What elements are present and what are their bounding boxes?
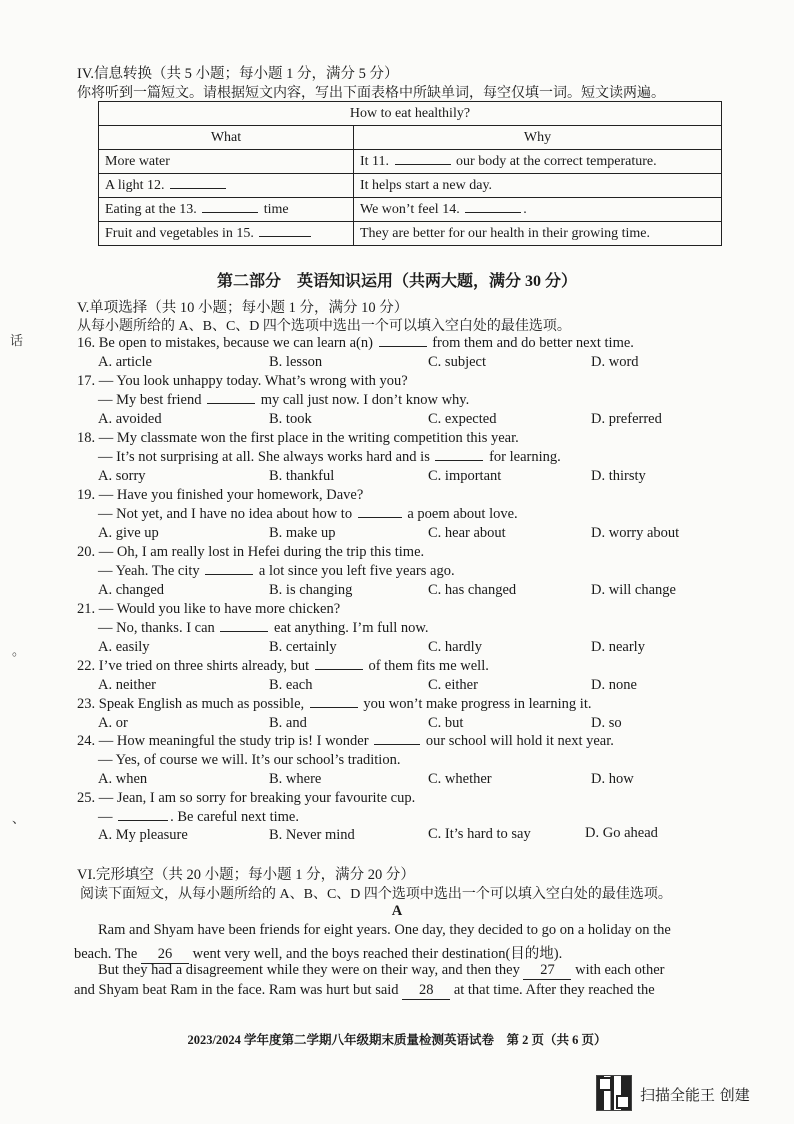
question-19-reply: — Not yet, and I have no idea about how to a poem about love. bbox=[98, 506, 518, 522]
question-17: 17. — You look unhappy today. What’s wrong with you? bbox=[77, 373, 408, 389]
question-19: 19. — Have you finished your homework, Dave? bbox=[77, 487, 364, 503]
passage-label: A bbox=[391, 903, 403, 919]
answer-blank-17[interactable] bbox=[207, 402, 255, 404]
question-21-reply: — No, thanks. I can eat anything. I’m full now. bbox=[98, 620, 429, 636]
margin-mark: 。 bbox=[12, 643, 26, 658]
table-cell: It 11. our body at the correct temperature. bbox=[354, 150, 722, 174]
option-a[interactable]: A. easily bbox=[98, 639, 150, 655]
passage-line: But they had a disagreement while they were on their way, and then they 27 with each other bbox=[98, 962, 665, 978]
option-d[interactable]: D. will change bbox=[591, 582, 676, 598]
option-a[interactable]: A. when bbox=[98, 771, 148, 787]
option-c[interactable]: C. subject bbox=[428, 354, 486, 370]
qr-code-icon bbox=[597, 1076, 631, 1110]
option-b[interactable]: B. certainly bbox=[269, 639, 337, 655]
cloze-blank-28[interactable]: 28 bbox=[402, 982, 450, 1000]
table-caption: How to eat healthily? bbox=[99, 102, 722, 126]
answer-blank-11[interactable] bbox=[395, 163, 451, 165]
option-d[interactable]: D. word bbox=[591, 354, 639, 370]
option-c[interactable]: C. It’s hard to say bbox=[428, 826, 531, 842]
answer-blank-16[interactable] bbox=[379, 345, 427, 347]
table-row bbox=[99, 150, 722, 174]
margin-mark: 、 bbox=[12, 811, 26, 826]
section6-instruction: 阅读下面短文，从每小题所给的 A、B、C、D 四个选项中选出一个可以填入空白处的最佳选项。 bbox=[80, 887, 672, 902]
question-17-reply: — My best friend my call just now. I don’t know why. bbox=[98, 392, 470, 408]
part2-title: 第二部分 英语知识运用（共两大题，满分 30 分） bbox=[216, 273, 577, 290]
question-20: 20. — Oh, I am really lost in Hefei during the trip this time. bbox=[77, 544, 425, 560]
option-a[interactable]: A. give up bbox=[98, 525, 159, 541]
question-25: 25. — Jean, I am so sorry for breaking your favourite cup. bbox=[77, 790, 416, 806]
option-b[interactable]: B. and bbox=[269, 715, 307, 731]
section4-title: IV.信息转换（共 5 小题；每小题 1 分，满分 5 分） bbox=[77, 66, 399, 82]
table-header-why: Why bbox=[354, 126, 722, 150]
option-c[interactable]: C. expected bbox=[428, 411, 497, 427]
option-b[interactable]: B. took bbox=[269, 411, 312, 427]
answer-blank-22[interactable] bbox=[315, 668, 363, 670]
option-c[interactable]: C. has changed bbox=[428, 582, 517, 598]
table-cell: They are better for our health in their growing time. bbox=[354, 222, 722, 246]
option-a[interactable]: A. avoided bbox=[98, 411, 162, 427]
table-cell: We won’t feel 14. . bbox=[354, 198, 722, 222]
answer-blank-21[interactable] bbox=[220, 630, 268, 632]
option-c[interactable]: C. hardly bbox=[428, 639, 482, 655]
answer-blank-12[interactable] bbox=[170, 187, 226, 189]
option-c[interactable]: C. hear about bbox=[428, 525, 506, 541]
option-a[interactable]: A. article bbox=[98, 354, 152, 370]
question-23: 23. Speak English as much as possible, you won’t make progress in learning it. bbox=[77, 696, 592, 712]
cloze-blank-26[interactable]: 26 bbox=[141, 946, 189, 964]
question-24: 24. — How meaningful the study trip is! I wonder our school will hold it next year. bbox=[77, 733, 614, 749]
answer-blank-15[interactable] bbox=[259, 235, 311, 237]
option-a[interactable]: A. My pleasure bbox=[98, 827, 188, 843]
option-c[interactable]: C. important bbox=[428, 468, 502, 484]
table-row bbox=[99, 222, 722, 246]
option-b[interactable]: B. Never mind bbox=[269, 827, 355, 843]
option-b[interactable]: B. thankful bbox=[269, 468, 335, 484]
scanner-brand: 扫描全能王 创建 bbox=[640, 1086, 750, 1104]
table-row bbox=[99, 174, 722, 198]
section4-instruction: 你将听到一篇短文。请根据短文内容，写出下面表格中所缺单词，每空仅填一词。短文读两遍。 bbox=[77, 86, 665, 101]
section6-title: VI.完形填空（共 20 小题；每小题 1 分，满分 20 分） bbox=[77, 867, 415, 883]
option-a[interactable]: A. neither bbox=[98, 677, 156, 693]
option-c[interactable]: C. whether bbox=[428, 771, 492, 787]
table-header-what: What bbox=[99, 126, 354, 150]
option-d[interactable]: D. none bbox=[591, 677, 637, 693]
option-b[interactable]: B. lesson bbox=[269, 354, 323, 370]
option-a[interactable]: A. changed bbox=[98, 582, 165, 598]
question-16: 16. Be open to mistakes, because we can learn a(n) from them and do better next time. bbox=[77, 335, 634, 351]
info-table bbox=[98, 101, 722, 246]
option-a[interactable]: A. or bbox=[98, 715, 128, 731]
table-cell: A light 12. bbox=[99, 174, 354, 198]
question-21: 21. — Would you like to have more chicken? bbox=[77, 601, 341, 617]
answer-blank-19[interactable] bbox=[358, 516, 402, 518]
option-b[interactable]: B. make up bbox=[269, 525, 336, 541]
passage-line: beach. The 26 went very well, and the boys reached their destination(目的地). bbox=[74, 946, 563, 962]
table-row bbox=[99, 198, 722, 222]
answer-blank-20[interactable] bbox=[205, 573, 253, 575]
answer-blank-14[interactable] bbox=[465, 211, 521, 213]
page-footer: 2023/2024 学年度第二学期八年级期末质量检测英语试卷 第 2 页（共 6 页） bbox=[187, 1033, 607, 1047]
question-22: 22. I’ve tried on three shirts already, but of them fits me well. bbox=[77, 658, 489, 674]
option-c[interactable]: C. but bbox=[428, 715, 464, 731]
option-d[interactable]: D. how bbox=[591, 771, 634, 787]
table-cell: Fruit and vegetables in 15. bbox=[99, 222, 354, 246]
section5-title: V.单项选择（共 10 小题；每小题 1 分，满分 10 分） bbox=[77, 300, 409, 316]
table-cell: Eating at the 13. time bbox=[99, 198, 354, 222]
option-d[interactable]: D. preferred bbox=[591, 411, 662, 427]
option-c[interactable]: C. either bbox=[428, 677, 478, 693]
passage-line: and Shyam beat Ram in the face. Ram was hurt but said 28 at that time. After they reached the bbox=[74, 982, 655, 998]
question-24-reply: — Yes, of course we will. It’s our school’s tradition. bbox=[98, 752, 401, 768]
answer-blank-24[interactable] bbox=[374, 743, 420, 745]
cloze-blank-27[interactable]: 27 bbox=[523, 962, 571, 980]
option-b[interactable]: B. each bbox=[269, 677, 313, 693]
section5-instruction: 从每小题所给的 A、B、C、D 四个选项中选出一个可以填入空白处的最佳选项。 bbox=[77, 319, 571, 334]
question-20-reply: — Yeah. The city a lot since you left five years ago. bbox=[98, 563, 455, 579]
option-a[interactable]: A. sorry bbox=[98, 468, 146, 484]
question-18: 18. — My classmate won the first place in the writing competition this year. bbox=[77, 430, 519, 446]
option-d[interactable]: D. worry about bbox=[591, 525, 680, 541]
option-b[interactable]: B. where bbox=[269, 771, 322, 787]
answer-blank-25[interactable] bbox=[118, 819, 168, 821]
answer-blank-18[interactable] bbox=[435, 459, 483, 461]
answer-blank-23[interactable] bbox=[310, 706, 358, 708]
passage-line: Ram and Shyam have been friends for eight years. One day, they decided to go on a holiday on the bbox=[98, 922, 671, 938]
option-b[interactable]: B. is changing bbox=[269, 582, 353, 598]
table-cell: It helps start a new day. bbox=[354, 174, 722, 198]
option-d[interactable]: D. so bbox=[591, 715, 622, 731]
question-25-reply: — . Be careful next time. bbox=[98, 809, 299, 825]
question-18-reply: — It’s not surprising at all. She always works hard and is for learning. bbox=[98, 449, 561, 465]
table-cell: More water bbox=[99, 150, 354, 174]
option-d[interactable]: D. Go ahead bbox=[585, 825, 658, 841]
option-d[interactable]: D. thirsty bbox=[591, 468, 646, 484]
margin-mark: 话 bbox=[10, 333, 24, 348]
option-d[interactable]: D. nearly bbox=[591, 639, 645, 655]
answer-blank-13[interactable] bbox=[202, 211, 258, 213]
